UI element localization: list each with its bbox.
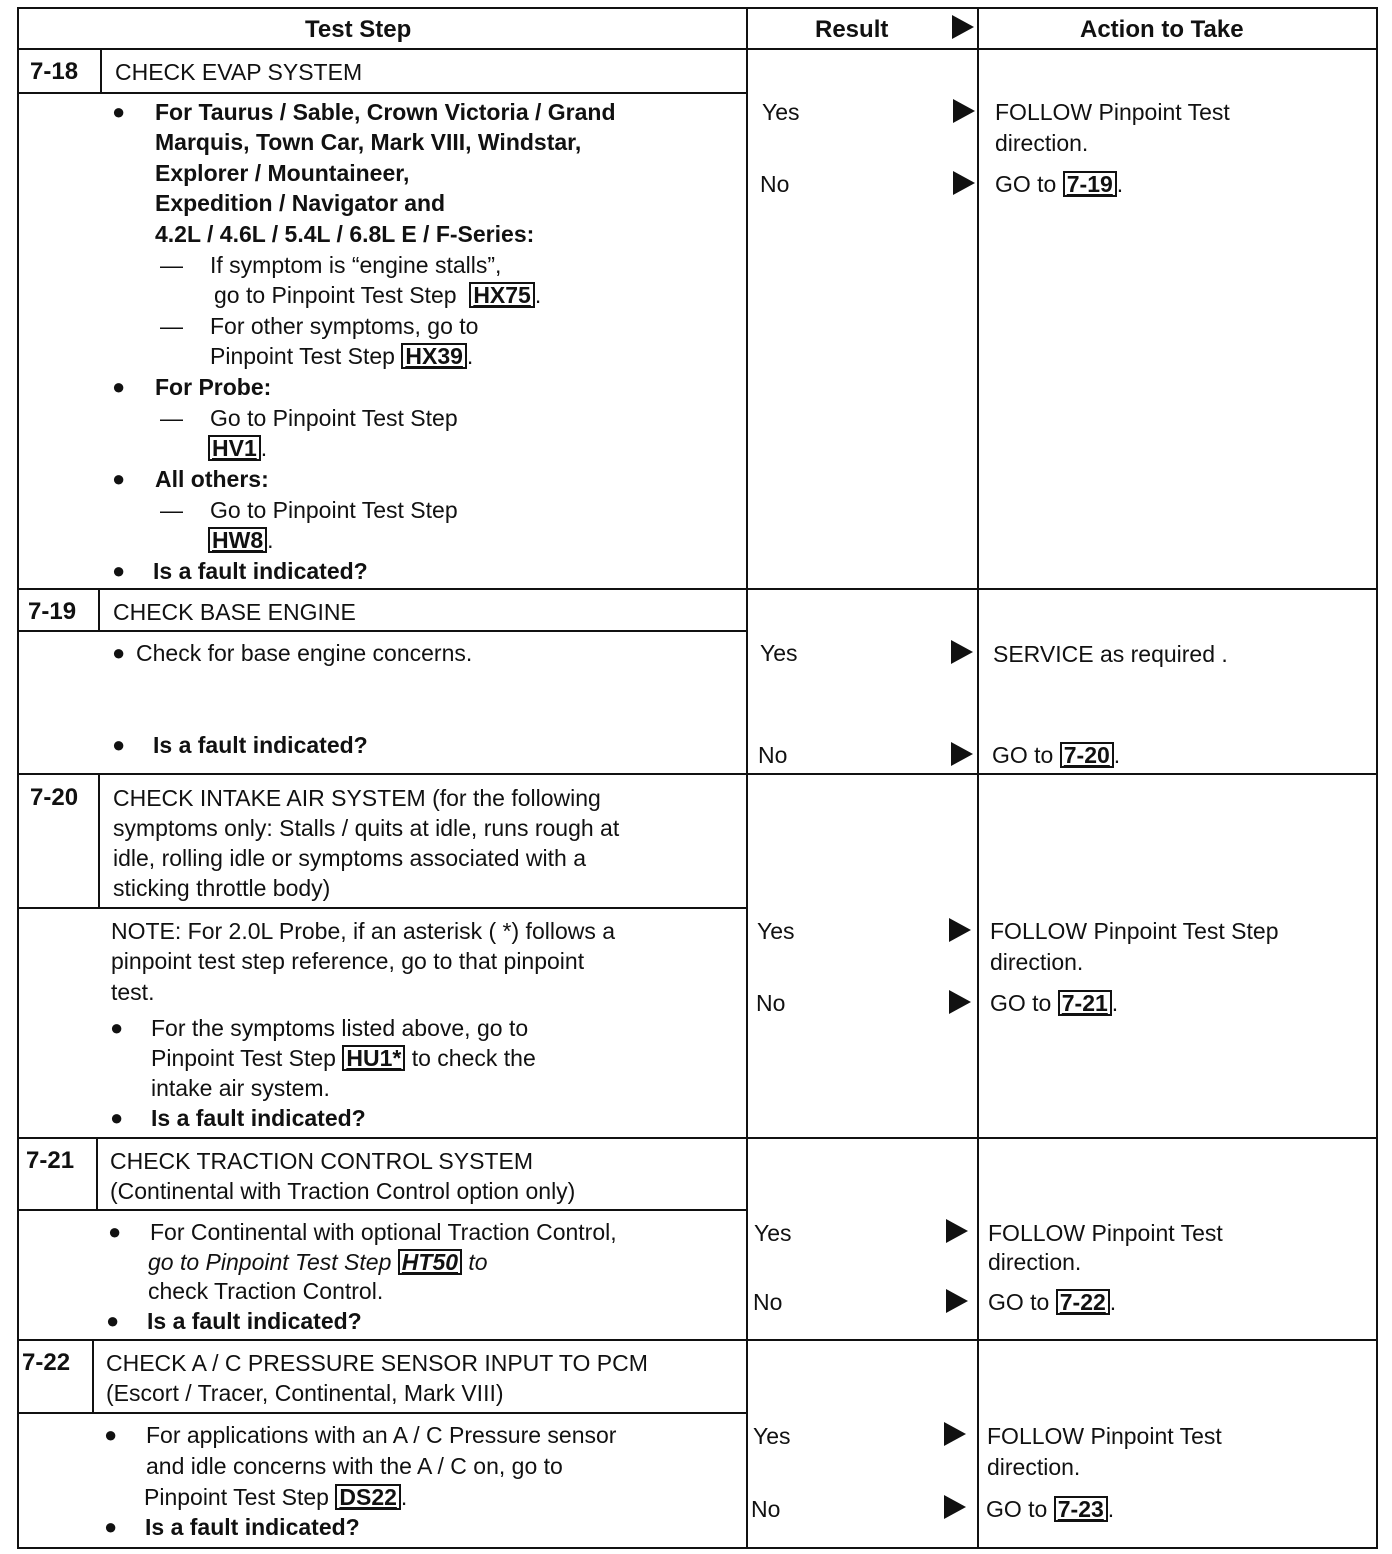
column-divider-result [746, 7, 748, 1549]
pinpoint-ref-link[interactable]: HX39 [401, 343, 467, 369]
num-divider [92, 1339, 94, 1412]
note-text: pinpoint test step reference, go to that pinpoint [111, 948, 585, 974]
instruction-line: HW8 . [208, 525, 274, 555]
step-number: 7-21 [26, 1147, 75, 1174]
goto-ref-link[interactable]: 7-23 [1054, 1496, 1108, 1522]
action-text: GO to [990, 990, 1052, 1016]
bullet-icon: ● [112, 99, 126, 124]
instruction-line: go to Pinpoint Test Step HX75 . [214, 282, 542, 308]
step-title: CHECK BASE ENGINE [113, 599, 356, 625]
goto-ref-link[interactable]: 7-21 [1058, 990, 1112, 1016]
dash-icon: — [160, 313, 183, 339]
step-title: idle, rolling idle or symptoms associated with a [113, 845, 586, 871]
bullet-icon: ● [110, 1015, 124, 1040]
dash-icon: — [160, 405, 183, 431]
arrow-icon [953, 171, 975, 195]
question-text: Is a fault indicated? [153, 732, 368, 758]
instruction-text: Expedition / Navigator and [155, 190, 446, 216]
instruction-text: Go to Pinpoint Test Step [210, 405, 458, 431]
step-title: (Escort / Tracer, Continental, Mark VIII) [106, 1380, 504, 1406]
action-text: direction. [990, 949, 1084, 975]
instruction-text: If symptom is “engine stalls”, [210, 252, 502, 278]
step-title: CHECK EVAP SYSTEM [115, 59, 363, 85]
result-yes: Yes [753, 1423, 791, 1449]
instruction-text: Pinpoint Test Step [151, 1045, 336, 1071]
pinpoint-ref-link[interactable]: HX75 [469, 282, 535, 308]
instruction-text: intake air system. [151, 1075, 330, 1101]
action-text: FOLLOW Pinpoint Test [995, 99, 1230, 125]
num-divider [98, 588, 100, 630]
row-divider [17, 1339, 1378, 1341]
action-text: SERVICE as required . [993, 641, 1228, 667]
pinpoint-ref-link[interactable]: HU1* [342, 1045, 405, 1071]
action-line: GO to 7-20 . [992, 742, 1121, 768]
action-text: direction. [987, 1454, 1081, 1480]
bullet-icon: ● [104, 1422, 118, 1447]
action-line: GO to 7-22 . [988, 1289, 1117, 1315]
action-text: FOLLOW Pinpoint Test [988, 1220, 1223, 1246]
step-title: sticking throttle body) [113, 875, 331, 901]
result-yes: Yes [757, 918, 795, 944]
arrow-icon [951, 640, 973, 664]
action-line: GO to 7-19 . [995, 171, 1124, 197]
action-line: GO to 7-21 . [990, 990, 1119, 1016]
arrow-icon [953, 99, 975, 123]
instruction-text: For Continental with optional Traction Control, [150, 1219, 617, 1245]
num-divider [100, 48, 102, 92]
instruction-text: Pinpoint Test Step [144, 1484, 329, 1510]
step-title: symptoms only: Stalls / quits at idle, runs rough at [113, 815, 620, 841]
header-result: Result [815, 16, 889, 43]
instruction-line: HV1 . [208, 433, 267, 463]
instruction-line [148, 1247, 488, 1277]
column-divider-action [977, 7, 979, 1549]
arrow-icon [944, 1422, 966, 1446]
header-action: Action to Take [1080, 16, 1244, 43]
action-text: GO to [995, 171, 1057, 197]
action-text: GO to [992, 742, 1054, 768]
note-text: test. [111, 979, 155, 1005]
instruction-text: Marquis, Town Car, Mark VIII, Windstar, [155, 129, 582, 155]
result-yes: Yes [760, 640, 798, 666]
step-title: CHECK A / C PRESSURE SENSOR INPUT TO PCM [106, 1350, 648, 1376]
goto-ref-link[interactable]: 7-19 [1063, 171, 1117, 197]
pinpoint-ref-link[interactable]: HV1 [208, 435, 261, 461]
question-text: Is a fault indicated? [151, 1105, 366, 1131]
instruction-text: 4.2L / 4.6L / 5.4L / 6.8L E / F-Series: [155, 221, 535, 247]
dash-icon: — [160, 497, 183, 523]
bullet-icon: ● [104, 1514, 118, 1539]
action-line: GO to 7-23 . [986, 1496, 1115, 1522]
header-test-step: Test Step [305, 16, 412, 43]
title-divider [17, 1412, 746, 1414]
action-text: direction. [995, 130, 1089, 156]
question-text: Is a fault indicated? [147, 1308, 362, 1334]
bullet-icon: ● [110, 1105, 124, 1130]
instruction-text: For Taurus / Sable, Crown Victoria / Grand [155, 99, 616, 125]
instruction-text: go to Pinpoint Test Step [214, 282, 457, 308]
goto-ref-link[interactable]: 7-20 [1060, 742, 1114, 768]
bullet-icon: ● [112, 558, 126, 583]
instruction-text: Check for base engine concerns. [136, 640, 473, 666]
question-text: Is a fault indicated? [145, 1514, 360, 1540]
num-divider [98, 773, 100, 907]
arrow-icon [946, 1219, 968, 1243]
instruction-text: For applications with an A / C Pressure sensor [146, 1422, 617, 1448]
step-title: CHECK INTAKE AIR SYSTEM (for the following [113, 785, 601, 811]
result-no: No [760, 171, 790, 197]
instruction-text: and idle concerns with the A / C on, go to [146, 1453, 563, 1479]
step-number: 7-19 [28, 598, 77, 625]
instruction-text: check Traction Control. [148, 1278, 384, 1304]
header-divider [17, 48, 1378, 50]
arrow-icon [949, 918, 971, 942]
num-divider [96, 1137, 98, 1209]
pinpoint-ref-link[interactable]: HW8 [208, 527, 267, 553]
instruction-text: go to Pinpoint Test Step [148, 1249, 392, 1275]
goto-ref-link[interactable]: 7-22 [1056, 1289, 1110, 1315]
title-divider [17, 907, 746, 909]
note-text: NOTE: For 2.0L Probe, if an asterisk ( *) follows a [111, 918, 616, 944]
header-arrow-icon [952, 15, 974, 39]
action-text: GO to [986, 1496, 1048, 1522]
title-divider [17, 1209, 746, 1211]
arrow-icon [949, 990, 971, 1014]
arrow-icon [951, 742, 973, 766]
instruction-text: For Probe: [155, 374, 272, 400]
instruction-line: Pinpoint Test Step DS22 . [144, 1484, 408, 1510]
bullet-icon: ● [112, 374, 126, 399]
instruction-line: Pinpoint Test Step HX39 . [210, 343, 474, 369]
bullet-icon: ● [112, 466, 126, 491]
instruction-text: to [468, 1249, 488, 1275]
instruction-text: Go to Pinpoint Test Step [210, 497, 458, 523]
action-text: FOLLOW Pinpoint Test [987, 1423, 1222, 1449]
title-divider [17, 92, 746, 94]
pinpoint-ref-link[interactable]: DS22 [335, 1484, 401, 1510]
row-divider [17, 1137, 1378, 1139]
instruction-text: For the symptoms listed above, go to [151, 1015, 529, 1041]
arrow-icon [946, 1289, 968, 1313]
step-number: 7-20 [30, 784, 79, 811]
result-yes: Yes [754, 1220, 792, 1246]
dash-icon: — [160, 252, 183, 278]
bullet-icon: ● [112, 732, 126, 757]
result-no: No [751, 1496, 781, 1522]
instruction-text: to check the [411, 1045, 536, 1071]
bullet-icon: ● [112, 640, 126, 665]
bullet-icon: ● [108, 1219, 122, 1244]
instruction-text: All others: [155, 466, 269, 492]
result-no: No [758, 742, 788, 768]
question-text: Is a fault indicated? [153, 558, 368, 584]
action-text: FOLLOW Pinpoint Test Step [990, 918, 1279, 944]
action-text: direction. [988, 1249, 1082, 1275]
result-no: No [753, 1289, 783, 1315]
instruction-line [151, 1043, 536, 1073]
action-text: GO to [988, 1289, 1050, 1315]
step-number: 7-18 [30, 58, 79, 85]
result-no: No [756, 990, 786, 1016]
step-title: (Continental with Traction Control option only) [110, 1178, 576, 1204]
bullet-icon: ● [106, 1308, 120, 1333]
row-divider [17, 588, 1378, 590]
instruction-text: For other symptoms, go to [210, 313, 479, 339]
title-divider [17, 630, 746, 632]
step-title: CHECK TRACTION CONTROL SYSTEM [110, 1148, 533, 1174]
arrow-icon [944, 1495, 966, 1519]
step-number: 7-22 [22, 1349, 71, 1376]
instruction-text: Explorer / Mountaineer, [155, 160, 410, 186]
instruction-text: Pinpoint Test Step [210, 343, 395, 369]
row-divider [17, 773, 1378, 775]
result-yes: Yes [762, 99, 800, 125]
pinpoint-ref-link[interactable]: HT50 [398, 1249, 462, 1275]
